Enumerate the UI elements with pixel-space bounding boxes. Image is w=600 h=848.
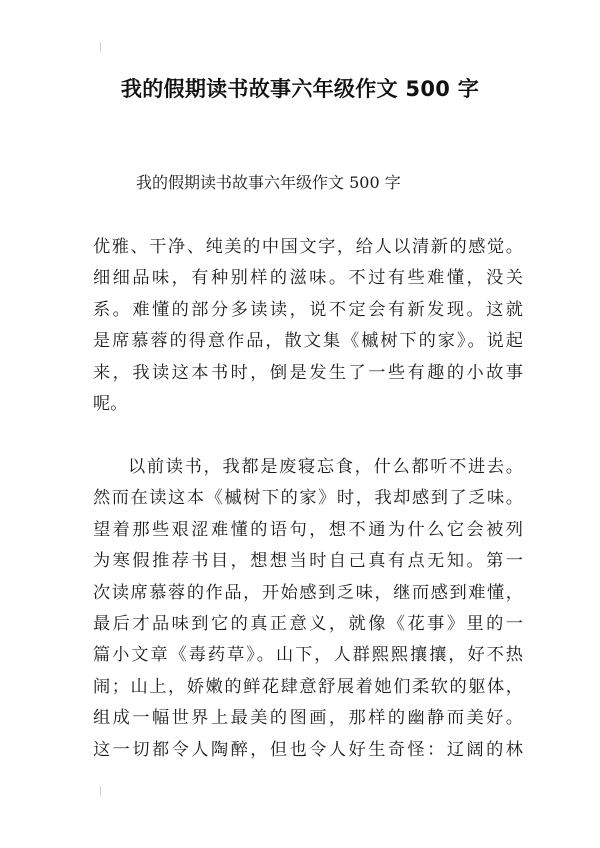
paragraph-line: 以前读书，我都是废寝忘食，什么都听不进去。 [128,457,523,477]
paragraph-line: 细细品味，有种别样的滋味。不过有些难懂，没关 [93,268,523,289]
paragraph-line: 优雅、干净、纯美的中国文字，给人以清新的感觉。 [93,237,523,257]
paragraph-line: 闹；山上，娇嫩的鲜花肆意舒展着她们柔软的躯体， [93,676,523,697]
paragraph-line: 次读席慕蓉的作品，开始感到乏味，继而感到难懂， [93,582,523,603]
paragraph-line: 最后才品味到它的真正意义，就像《花事》里的一 [93,614,523,635]
paragraph-line: 望着那些艰涩难懂的语句，想不通为什么它会被列 [93,519,523,540]
paragraph-line: 组成一幅世界上最美的图画，那样的幽静而美好。 [93,708,523,729]
paragraph-line: 篇小文章《毒药草》。山下，人群熙熙攘攘，好不热 [93,645,523,666]
paragraph-1 [93,232,523,420]
crop-mark-top-left [100,42,101,52]
paragraph-2 [93,452,523,766]
document-subtitle: 我的假期读书故事六年级作文 500 字 [136,173,401,192]
paragraph-line: 呢。 [93,394,128,415]
crop-mark-bottom-left [100,786,101,796]
paragraph-line: 为寒假推荐书目，想想当时自己真有点无知。第一 [93,551,523,572]
paragraph-line: 系。难懂的部分多读读，说不定会有新发现。这就 [93,299,523,320]
document-title: 我的假期读书故事六年级作文 500 字 [120,77,480,101]
paragraph-line: 来，我读这本书时，倒是发生了一些有趣的小故事 [93,362,523,383]
paragraph-line: 是席慕蓉的得意作品，散文集《槭树下的家》。说起 [93,331,523,352]
paragraph-line: 然而在读这本《槭树下的家》时，我却感到了乏味。 [93,488,523,509]
paragraph-line: 这一切都令人陶醉，但也令人好生奇怪：辽阔的林 [93,739,523,760]
